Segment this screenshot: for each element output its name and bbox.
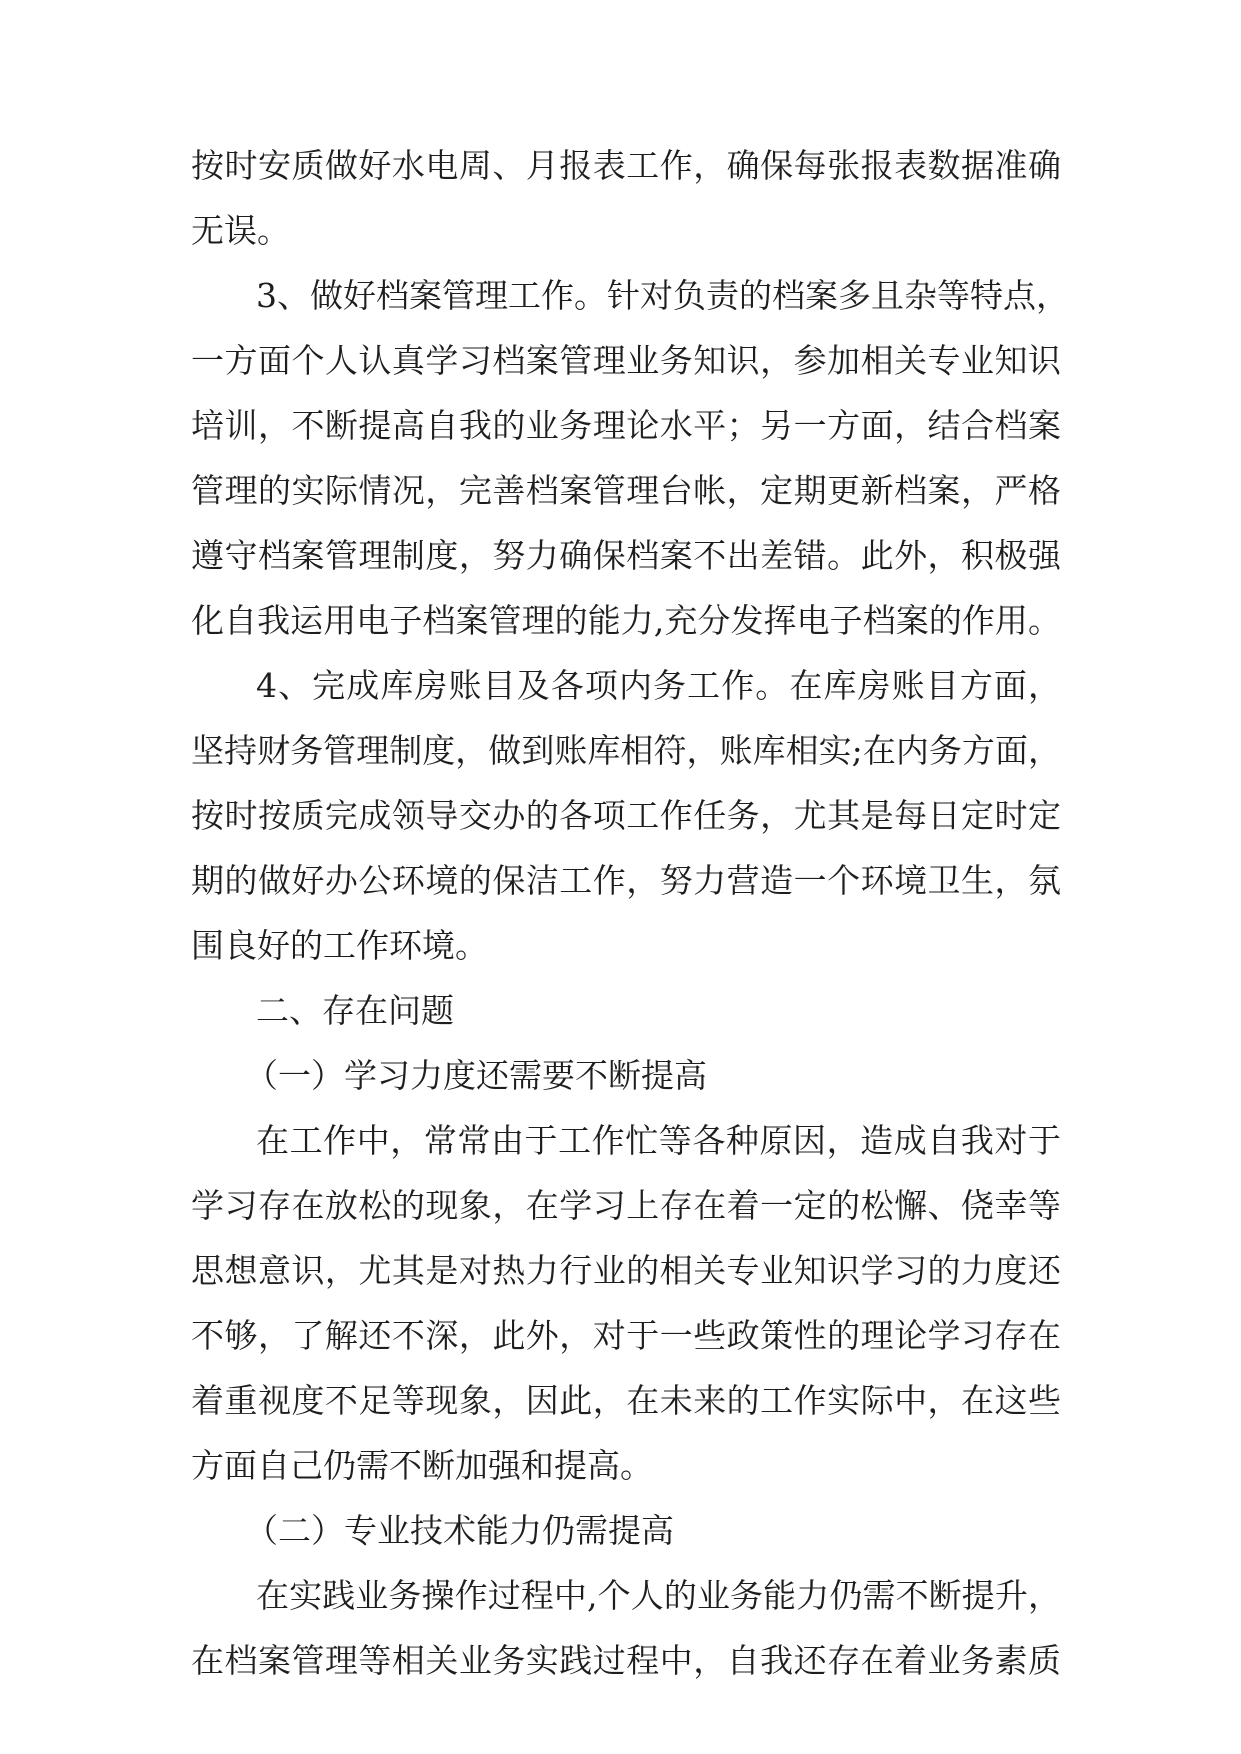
paragraph-line: 按时安质做好水电周、月报表工作，确保每张报表数据准确: [191, 146, 1061, 185]
paragraph-line: 一方面个人认真学习档案管理业务知识，参加相关专业知识: [191, 341, 1061, 380]
paragraph-line: 管理的实际情况，完善档案管理台帐，定期更新档案，严格: [191, 471, 1061, 510]
paragraph-line: 按时按质完成领导交办的各项工作任务，尤其是每日定时定: [191, 796, 1061, 835]
paragraph-line: 不够，了解还不深，此外，对于一些政策性的理论学习存在: [191, 1316, 1061, 1355]
paragraph-line: 遵守档案管理制度，努力确保档案不出差错。此外，积极强: [191, 536, 1061, 575]
paragraph-line: 4、完成库房账目及各项内务工作。在库房账目方面，: [256, 666, 1061, 705]
section-heading: 二、存在问题: [256, 991, 454, 1030]
paragraph-line: 3、做好档案管理工作。针对负责的档案多且杂等特点，: [256, 276, 1069, 315]
paragraph-line: 无误。: [191, 211, 290, 250]
paragraph-line: 培训，不断提高自我的业务理论水平；另一方面，结合档案: [191, 406, 1061, 445]
subsection-heading: （二）专业技术能力仍需提高: [245, 1511, 674, 1550]
paragraph-line: 思想意识，尤其是对热力行业的相关专业知识学习的力度还: [191, 1251, 1061, 1290]
subsection-heading: （一）学习力度还需要不断提高: [245, 1056, 707, 1095]
paragraph-line: 期的做好办公环境的保洁工作，努力营造一个环境卫生，氛: [191, 861, 1061, 900]
paragraph-line: 方面自己仍需不断加强和提高。: [191, 1446, 653, 1485]
paragraph-line: 围良好的工作环境。: [191, 926, 488, 965]
paragraph-line: 在实践业务操作过程中,个人的业务能力仍需不断提升，: [256, 1576, 1061, 1615]
paragraph-line: 着重视度不足等现象，因此，在未来的工作实际中，在这些: [191, 1381, 1061, 1420]
paragraph-line: 坚持财务管理制度，做到账库相符，账库相实;在内务方面，: [191, 731, 1061, 770]
paragraph-line: 在档案管理等相关业务实践过程中，自我还存在着业务素质: [191, 1641, 1061, 1680]
paragraph-line: 在工作中，常常由于工作忙等各种原因，造成自我对于: [256, 1121, 1061, 1160]
paragraph-line: 化自我运用电子档案管理的能力,充分发挥电子档案的作用。: [191, 601, 1061, 640]
paragraph-line: 学习存在放松的现象，在学习上存在着一定的松懈、侥幸等: [191, 1186, 1061, 1225]
